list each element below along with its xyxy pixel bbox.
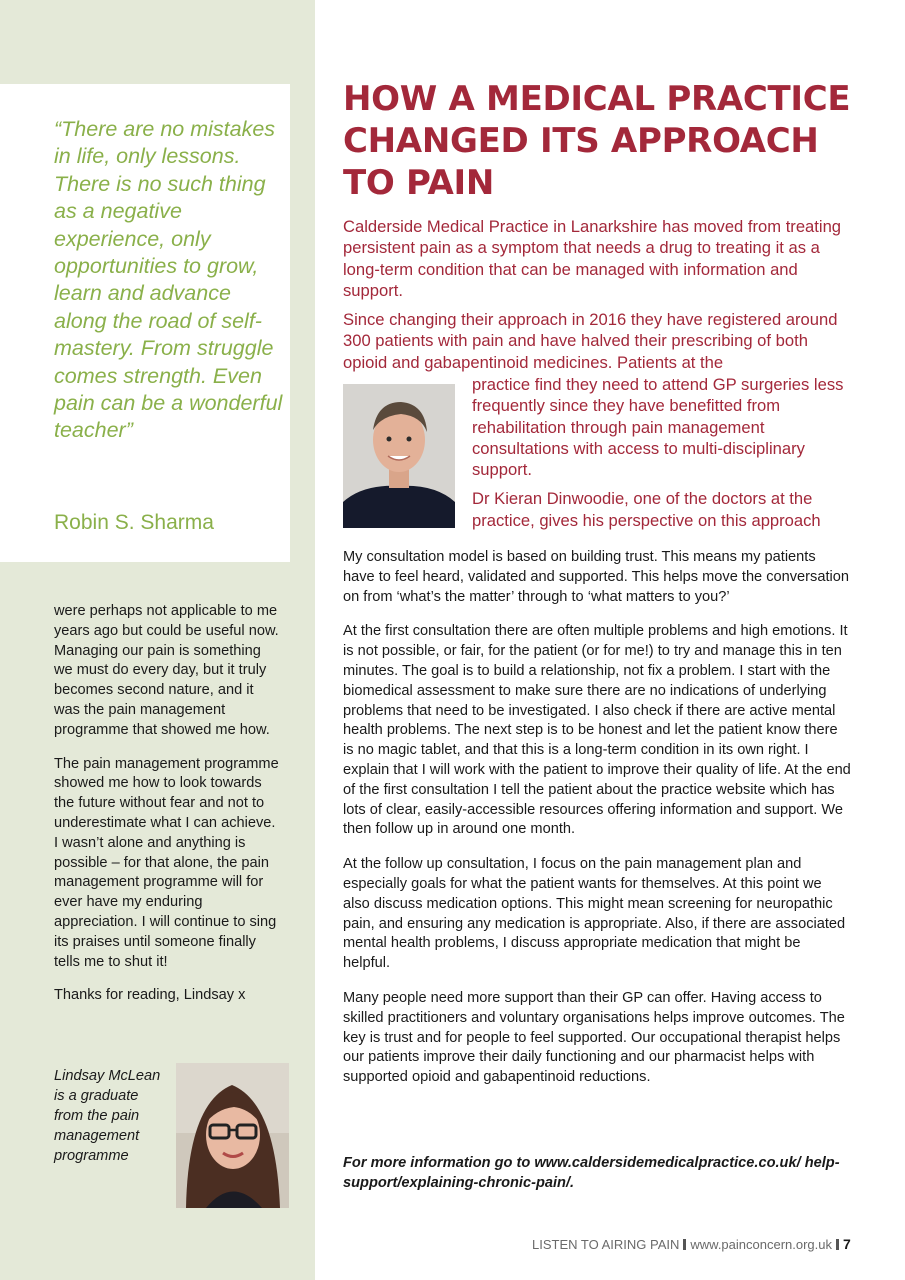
intro-paragraph: practice find they need to attend GP surgeries less frequently since they have benefitted from rehabilitation through pain management consultations with access to multi-disciplinary support.: [472, 375, 844, 480]
page-number: 7: [843, 1236, 851, 1252]
divider: [683, 1239, 686, 1250]
article-body: [343, 548, 851, 1103]
more-information-link[interactable]: For more information go to www.caldersidemedicalpractice.co.uk/ help-support/explaining-chronic-pain/.: [343, 1155, 840, 1191]
body-paragraph: Many people need more support than their GP can offer. Having access to skilled practitioners and voluntary organisations helps improve outcomes. The key is trust and for people to feel supported. Our occupational therapist helps our patients improve their daily functioning and our pharmacist helps with supported opioid and gabapentinoid reductions.: [343, 989, 845, 1086]
article-intro-continued: [472, 374, 857, 539]
intro-paragraph: Dr Kieran Dinwoodie, one of the doctors at the practice, gives his perspective on this approach: [472, 489, 821, 530]
body-paragraph: At the follow up consultation, I focus on the pain management plan and especially goals for what the patient wants for themselves. At this point we also discuss medication options. This might mean screening for neuropathic pain, and ensuring any medication is appropriate. Also, if there are associated mental health problems, I discuss appropriate medication that might be helpful.: [343, 856, 846, 972]
intro-paragraph: Calderside Medical Practice in Lanarkshire has moved from treating persistent pain as a symptom that needs a drug to treating it as a long-term condition that can be managed with information and support.: [343, 217, 842, 300]
lindsay-portrait-photo: [176, 1063, 289, 1208]
body-paragraph: My consultation model is based on building trust. This means my patients have to feel heard, validated and supported. This helps move the conversation on from ‘what’s the matter’ through to ‘what matters to you?’: [343, 549, 849, 605]
footer-url[interactable]: www.painconcern.org.uk: [690, 1237, 833, 1252]
intro-paragraph: Since changing their approach in 2016 they have registered around 300 patients with pain and have halved their prescribing of both opioid and gabapentinoid medicines. Patients at the: [343, 310, 838, 372]
divider: [836, 1239, 839, 1250]
article-title: HOW A MEDICAL PRACTICE CHANGED ITS APPROACH TO PAIN: [343, 79, 851, 203]
sidebar-signoff: Thanks for reading, Lindsay x: [54, 987, 246, 1004]
body-paragraph: At the first consultation there are often multiple problems and high emotions. It is not possible, or fair, for the patient (or for me!) to try and manage this in ten minutes. The goal is to build a relationship, not fix a problem. I start with the biomedical assessment to make sure there are no indications of underlying problems that need to be investigated. I also check if there are active mental health problems. The next step is to be honest and let the patient know there is no magic tablet, and that this is a long-term condition in its own right. I explain that I will work with the patient to improve their quality of life. At the end of the first consultation I tell the patient about the practice website which has lots of clear, easily-accessible resources offering information and support. We then follow up in around one month.: [343, 623, 851, 838]
author-bio-caption: Lindsay McLean is a graduate from the pain management programme: [54, 1068, 161, 1164]
sidebar-paragraph: were perhaps not applicable to me years ago but could be useful now. Managing our pain is something we must do every day, but it truly becomes second nature, and it was the pain management programme that showed me how.: [54, 603, 279, 738]
quote-author: Robin S. Sharma: [54, 511, 214, 534]
pull-quote: “There are no mistakes in life, only lessons. There is no such thing as a negative experience, only opportunities to grow, learn and advance along the road of self-mastery. From struggle comes strength. Even pain can be a wonderful teacher”: [54, 117, 283, 443]
footer-label: LISTEN TO AIRING PAIN: [532, 1237, 680, 1252]
page-footer: [532, 1236, 872, 1252]
sidebar-article-text: [54, 602, 280, 1020]
sidebar-paragraph: The pain management programme showed me how to look towards the future without fear and not to underestimate what I can achieve. I wasn’t alone and anything is possible – for that alone, the pain management programme will for ever have my enduring appreciation. I will continue to sing its praises until someone finally tells me to shut it!: [54, 755, 279, 970]
article-intro: [343, 216, 853, 381]
doctor-portrait-photo: [343, 384, 455, 528]
